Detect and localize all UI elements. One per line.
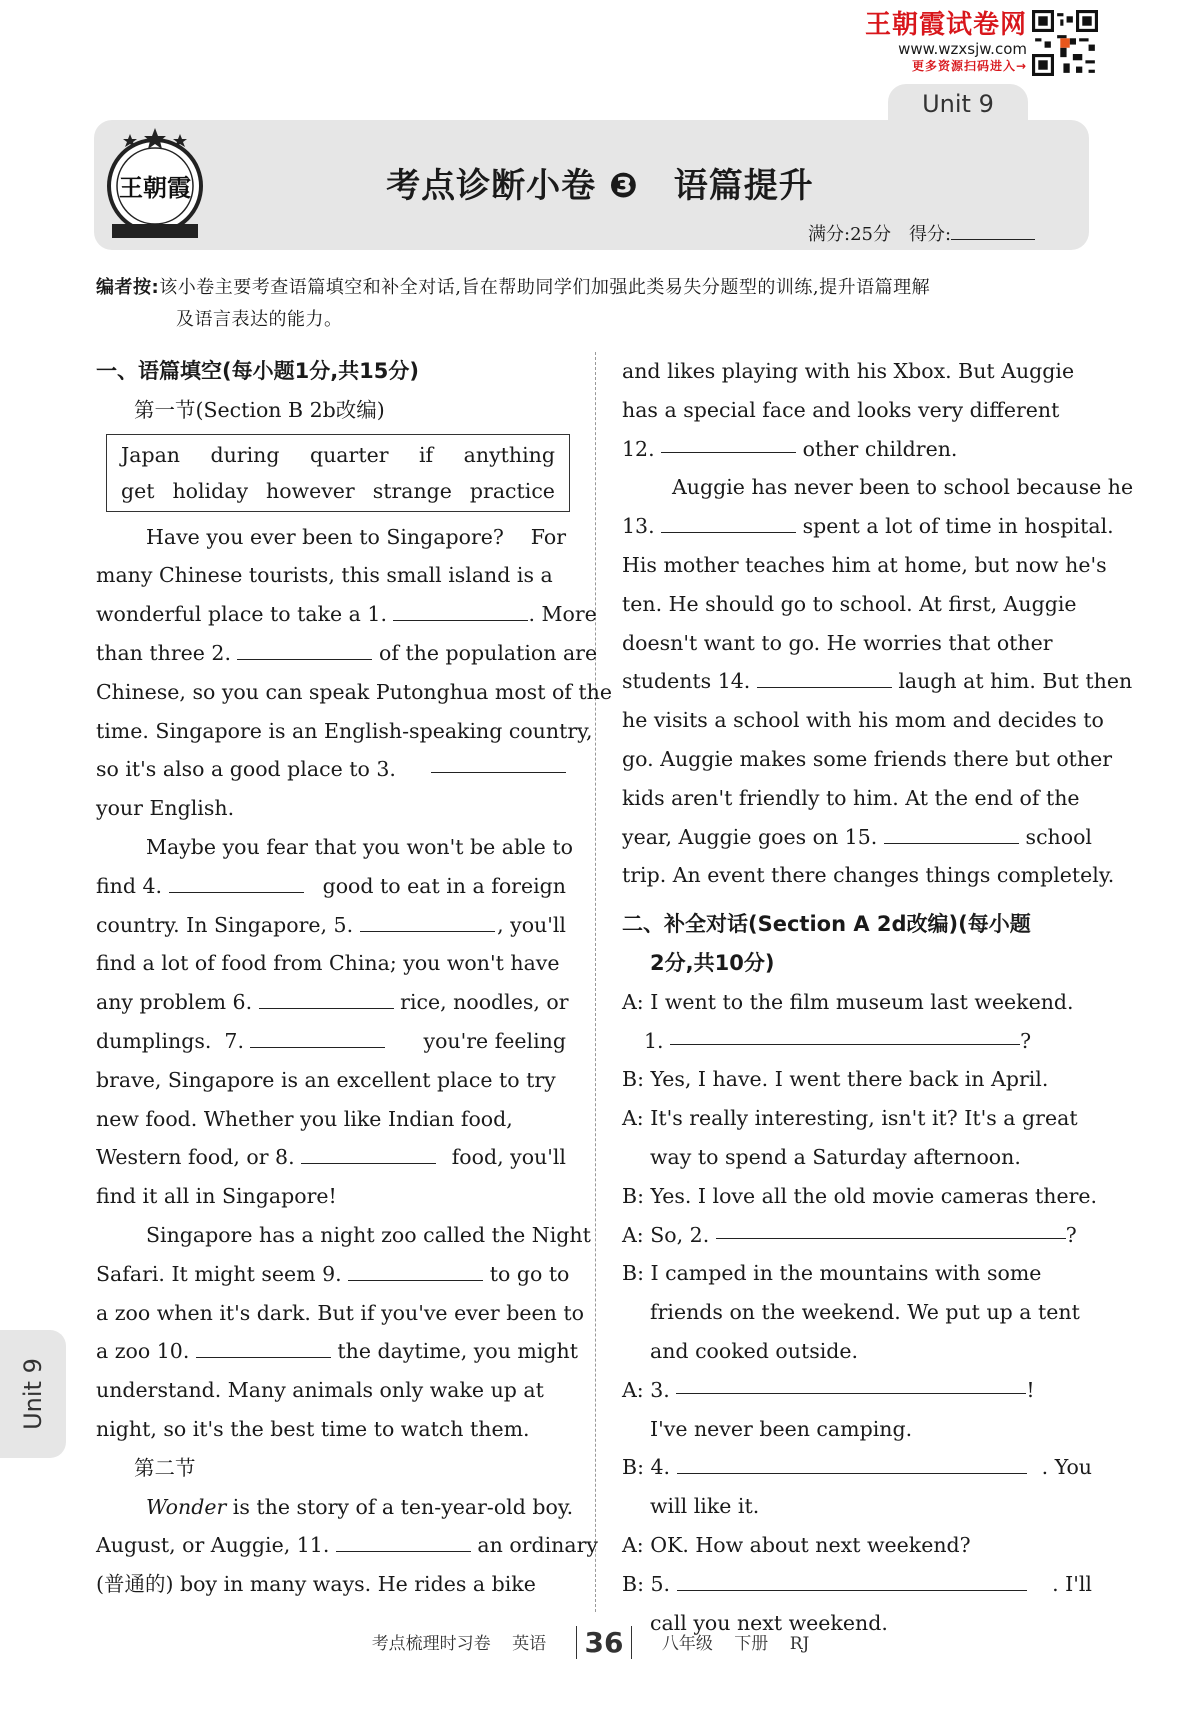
right-column (622, 352, 1134, 1642)
passage-line: find a lot of food from China; you won't have (96, 951, 560, 976)
page-number: 36 (576, 1626, 633, 1659)
dialogue-line: A: 3. ! (622, 1371, 1092, 1410)
editor-note-text-cont: 及语言表达的能力。 (176, 309, 343, 330)
word-bank-row (115, 473, 561, 509)
passage-line: students 14. laugh at him. But then (622, 662, 1092, 701)
word-bank-word: quarter (309, 442, 389, 467)
passage-line: country. In Singapore, 5. , you'll (96, 906, 566, 945)
footer-book: 考点梳理时习卷 (371, 1634, 491, 1654)
footer-edition: RJ (789, 1634, 810, 1654)
blank-7[interactable] (250, 1025, 385, 1048)
passage-line: dumplings. 7. you're feeling (96, 1022, 566, 1061)
dialogue-line: A: OK. How about next weekend? (622, 1532, 971, 1557)
passage-line: His mother teaches him at home, but now he's (622, 552, 1107, 577)
score-line (808, 220, 1035, 246)
dialogue-line: A: It's really interesting, isn't it? It's a great (622, 1106, 1078, 1131)
word-bank-word: if (419, 442, 434, 467)
part2-heading-cont: 2分,共10分) (650, 950, 775, 975)
passage-line: a zoo when it's dark. But if you've ever been to (96, 1300, 584, 1325)
word-bank-word: practice (469, 478, 555, 503)
qr-code-icon[interactable] (1032, 10, 1098, 76)
passage-line: brave, Singapore is an excellent place to try (96, 1067, 556, 1092)
page-title: 考点诊断小卷 ❸ 语篇提升 (386, 166, 814, 206)
page-footer (0, 1626, 1181, 1659)
blank-13[interactable] (661, 510, 796, 533)
passage-line: night, so it's the best time to watch them. (96, 1416, 530, 1441)
part1-heading: 一、语篇填空(每小题1分,共15分) (96, 359, 420, 383)
passage-line: wonderful place to take a 1. . More (96, 595, 566, 634)
word-bank-row (115, 437, 561, 473)
section2-heading: 第二节 (134, 1455, 196, 1480)
blank-10[interactable] (196, 1335, 331, 1358)
dialogue-line: A: So, 2. ? (622, 1216, 1092, 1255)
dialogue-blank-2[interactable] (716, 1216, 1066, 1239)
dialogue-line: B: 4. . You (622, 1448, 1092, 1487)
passage-line: doesn't want to go. He worries that other (622, 630, 1053, 655)
dialogue-blank-4[interactable] (677, 1451, 1027, 1474)
brand-slogan: 更多资源扫码进入→ (911, 59, 1027, 73)
editor-note (96, 272, 1090, 336)
footer-subject: 英语 (512, 1634, 547, 1654)
passage-line: (普通的) boy in many ways. He rides a bike (96, 1572, 536, 1597)
side-unit-tab (0, 1330, 66, 1458)
passage-line: Auggie has never been to school because he (672, 475, 1134, 500)
word-bank-word: during (210, 442, 280, 467)
passage-line: than three 2. of the population are (96, 634, 566, 673)
blank-4[interactable] (169, 870, 304, 893)
passage-line: has a special face and looks very different (622, 397, 1060, 422)
passage-line: Chinese, so you can speak Putonghua most of the (96, 679, 612, 704)
part2-heading: 二、补全对话(Section A 2d改编)(每小题 (622, 912, 1031, 937)
passage-line: ten. He should go to school. At first, Auggie (622, 591, 1077, 616)
passage-line: understand. Many animals only wake up at (96, 1378, 544, 1403)
passage-line: new food. Whether you like Indian food, (96, 1106, 513, 1131)
dialogue-line: I've never been camping. (650, 1416, 913, 1441)
word-bank-word: however (266, 478, 355, 503)
brand-logo-icon (100, 124, 210, 248)
passage-line: 12. other children. (622, 430, 1092, 469)
dialogue-line: way to spend a Saturday afternoon. (650, 1144, 1021, 1169)
passage-line: 13. spent a lot of time in hospital. (622, 507, 1092, 546)
word-bank-word: Japan (121, 442, 180, 467)
passage-line: year, Auggie goes on 15. school (622, 818, 1092, 857)
blank-8[interactable] (301, 1141, 436, 1164)
book-title: Wonder (146, 1494, 227, 1519)
passage-line: Safari. It might seem 9. to go to (96, 1255, 566, 1294)
dialogue-line: friends on the weekend. We put up a tent (650, 1300, 1080, 1325)
dialogue-blank-5[interactable] (677, 1568, 1027, 1591)
editor-note-label: 编者按: (96, 277, 160, 298)
footer-grade: 八年级 (661, 1634, 713, 1654)
blank-9[interactable] (348, 1258, 483, 1281)
word-bank-word: strange (372, 478, 452, 503)
word-bank-word: holiday (172, 478, 249, 503)
blank-15[interactable] (884, 821, 1019, 844)
word-bank-word: get (121, 478, 155, 503)
dialogue-line: call you next weekend. (650, 1610, 888, 1635)
passage-line: your English. (96, 796, 235, 821)
blank-5[interactable] (360, 909, 495, 932)
dialogue-blank-1[interactable] (670, 1022, 1020, 1045)
dialogue-line: B: 5. . I'll (622, 1565, 1092, 1604)
passage-line: he visits a school with his mom and decides to (622, 708, 1104, 733)
word-bank-word: anything (463, 442, 555, 467)
passage-line: trip. An event there changes things completely. (622, 863, 1115, 888)
blank-6[interactable] (259, 986, 394, 1009)
passage-line: and likes playing with his Xbox. But Auggie (622, 359, 1075, 383)
passage-line: go. Auggie makes some friends there but other (622, 746, 1113, 771)
passage-line: Western food, or 8. food, you'll (96, 1138, 566, 1177)
passage-line: find it all in Singapore! (96, 1184, 337, 1209)
side-unit-label: Unit 9 (19, 1358, 47, 1430)
passage-line: August, or Auggie, 11. an ordinary (96, 1526, 566, 1565)
passage-line: Have you ever been to Singapore? For (146, 524, 566, 549)
passage-line: time. Singapore is an English-speaking country, (96, 718, 593, 743)
dialogue-line: B: Yes, I have. I went there back in April. (622, 1067, 1049, 1092)
brand-block (852, 10, 1027, 74)
blank-12[interactable] (661, 430, 796, 453)
passage-line: kids aren't friendly to him. At the end of the (622, 785, 1080, 810)
dialogue-line: 1. ? (622, 1022, 1092, 1061)
footer-volume: 下册 (734, 1634, 769, 1654)
score-label: 满分:25分 得分: (808, 224, 952, 245)
logo-text: 王朝霞 (119, 173, 191, 202)
score-blank[interactable] (951, 223, 1035, 240)
section1-heading: 第一节(Section B 2b改编) (134, 397, 385, 422)
passage-line: so it's also a good place to 3. (96, 750, 566, 789)
passage-line: a zoo 10. the daytime, you might (96, 1332, 566, 1371)
dialogue-line: and cooked outside. (650, 1338, 859, 1363)
blank-3[interactable] (431, 750, 566, 773)
blank-11[interactable] (336, 1529, 471, 1552)
dialogue-line: B: Yes. I love all the old movie cameras there. (622, 1183, 1098, 1208)
editor-note-text: 该小卷主要考查语篇填空和补全对话,旨在帮助同学们加强此类易失分题型的训练,提升语篇理解 (159, 277, 931, 298)
dialogue-line: A: I went to the film museum last weekend. (622, 989, 1074, 1014)
blank-1[interactable] (393, 598, 528, 621)
passage-line: many Chinese tourists, this small island is a (96, 563, 553, 588)
column-divider (595, 352, 596, 1612)
unit-tab: Unit 9 (888, 84, 1028, 124)
brand-name: 王朝霞试卷网 (864, 10, 1027, 40)
passage-line: Singapore has a night zoo called the Night (146, 1222, 591, 1247)
dialogue-blank-3[interactable] (676, 1371, 1026, 1394)
dialogue-line: B: I camped in the mountains with some (622, 1261, 1042, 1286)
blank-2[interactable] (237, 637, 372, 660)
passage-line: Wonder is the story of a ten-year-old boy. (146, 1494, 574, 1519)
passage-line: Maybe you fear that you won't be able to (146, 834, 573, 859)
left-column (96, 352, 612, 1604)
passage-line: any problem 6. rice, noodles, or (96, 983, 566, 1022)
word-bank (106, 434, 570, 512)
dialogue-line: will like it. (650, 1494, 760, 1519)
blank-14[interactable] (757, 665, 892, 688)
brand-url[interactable]: www.wzxsjw.com (898, 40, 1027, 58)
passage-line: find 4. good to eat in a foreign (96, 867, 566, 906)
